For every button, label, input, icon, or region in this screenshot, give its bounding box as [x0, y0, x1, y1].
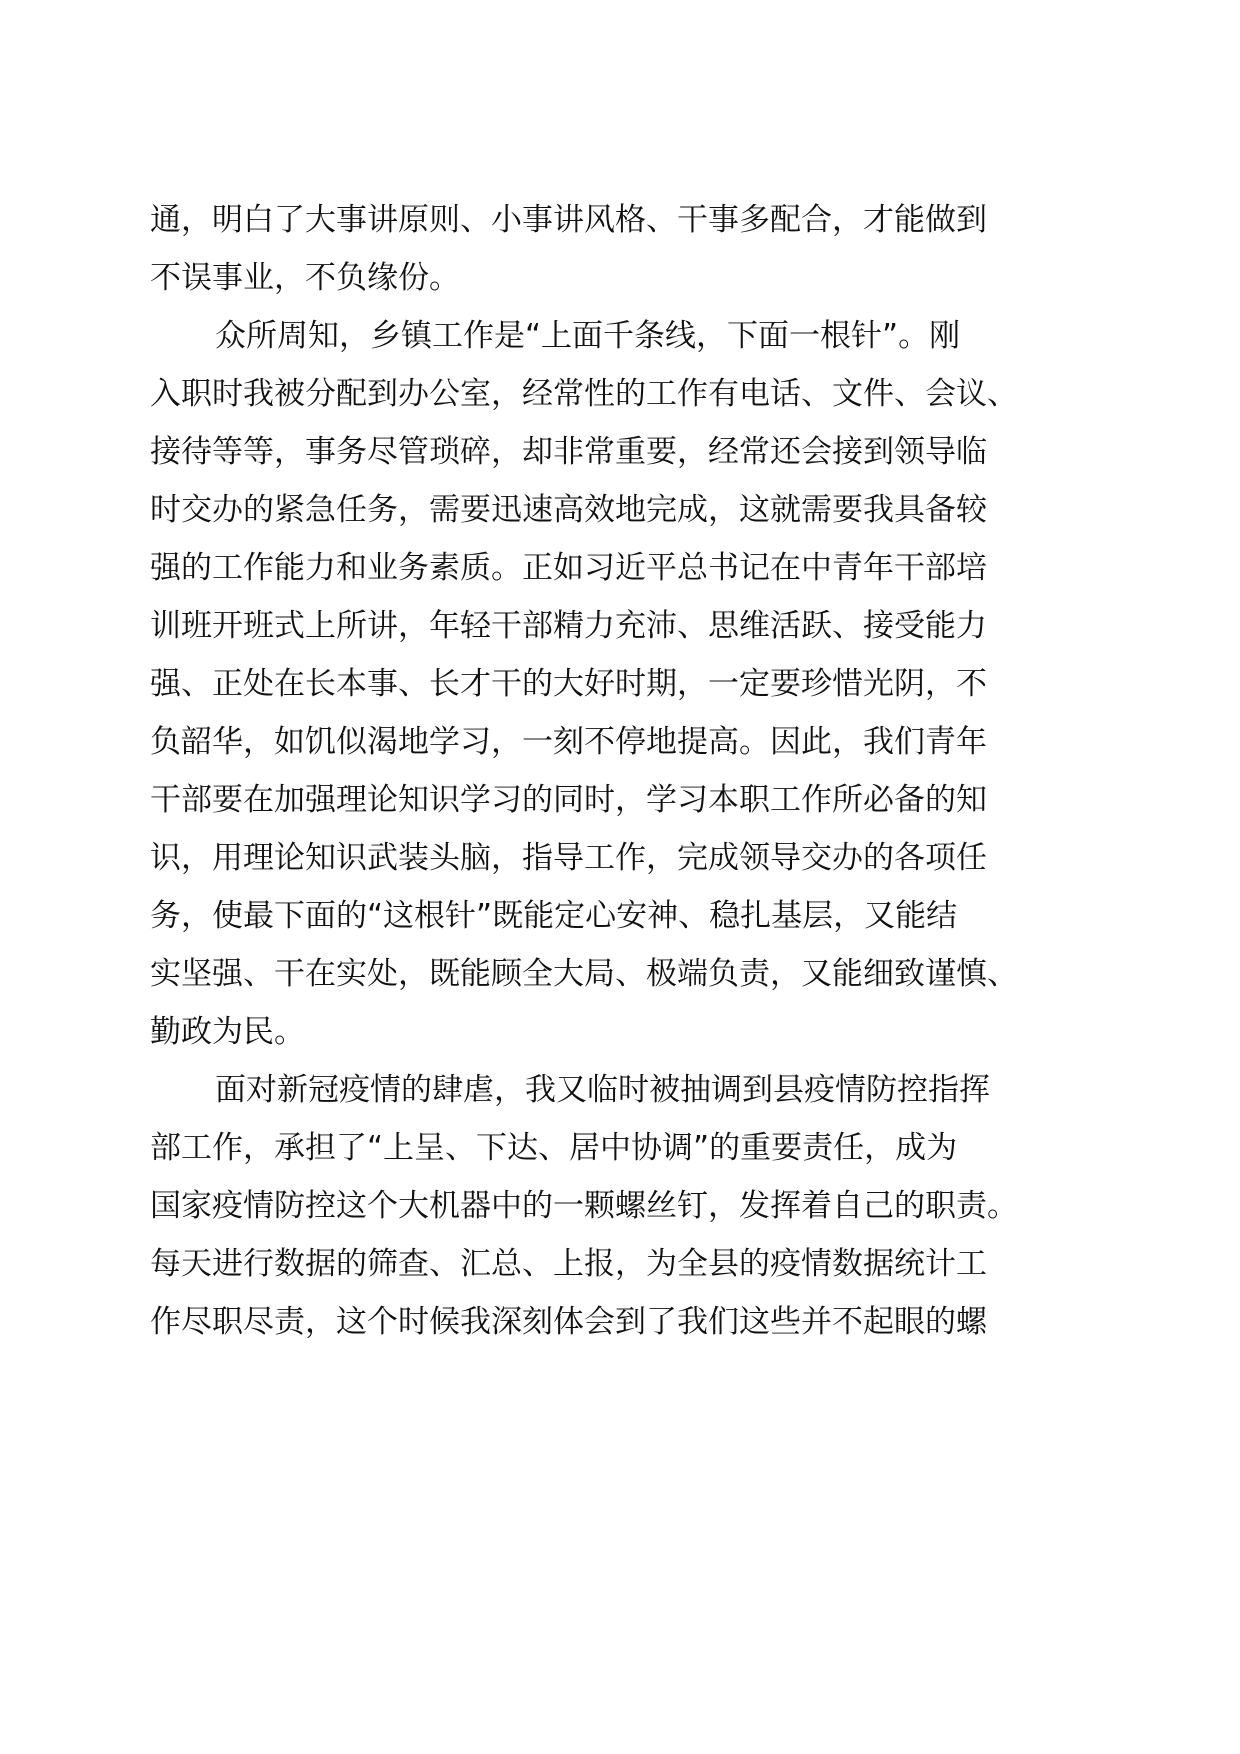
text-line: 部工作，承担了“上呈、下达、居中协调”的重要责任，成为	[150, 1130, 958, 1166]
text-line: 务，使最下面的“这根针”既能定心安神、稳扎基层，又能结	[150, 898, 958, 934]
text-line: 不误事业，不负缘份。	[150, 260, 460, 296]
text-line: 国家疫情防控这个大机器中的一颗螺丝钉，发挥着自己的职责。	[150, 1188, 1018, 1224]
paragraph-first-line: 众所周知，乡镇工作是“上面千条线，下面一根针”。刚	[215, 318, 961, 354]
text-line: 接待等等，事务尽管琐碎，却非常重要，经常还会接到领导临	[150, 434, 987, 470]
text-line: 训班开班式上所讲，年轻干部精力充沛、思维活跃、接受能力	[150, 608, 987, 644]
text-line: 入职时我被分配到办公室，经常性的工作有电话、文件、会议、	[150, 376, 1018, 412]
text-line: 识，用理论知识武装头脑，指导工作，完成领导交办的各项任	[150, 840, 987, 876]
text-line: 每天进行数据的筛查、汇总、上报，为全县的疫情数据统计工	[150, 1246, 987, 1282]
text-line: 勤政为民。	[150, 1014, 305, 1050]
text-line: 实坚强、干在实处，既能顾全大局、极端负责，又能细致谨慎、	[150, 956, 1018, 992]
text-line: 强、正处在长本事、长才干的大好时期，一定要珍惜光阴，不	[150, 666, 987, 702]
text-line: 强的工作能力和业务素质。正如习近平总书记在中青年干部培	[150, 550, 987, 586]
text-line: 通，明白了大事讲原则、小事讲风格、干事多配合，才能做到	[150, 202, 987, 238]
paragraph-first-line: 面对新冠疫情的肆虐，我又临时被抽调到县疫情防控指挥	[215, 1072, 990, 1108]
text-line: 作尽职尽责，这个时候我深刻体会到了我们这些并不起眼的螺	[150, 1304, 987, 1340]
text-line: 负韶华，如饥似渴地学习，一刻不停地提高。因此，我们青年	[150, 724, 987, 760]
text-line: 干部要在加强理论知识学习的同时，学习本职工作所必备的知	[150, 782, 987, 818]
text-line: 时交办的紧急任务，需要迅速高效地完成，这就需要我具备较	[150, 492, 987, 528]
